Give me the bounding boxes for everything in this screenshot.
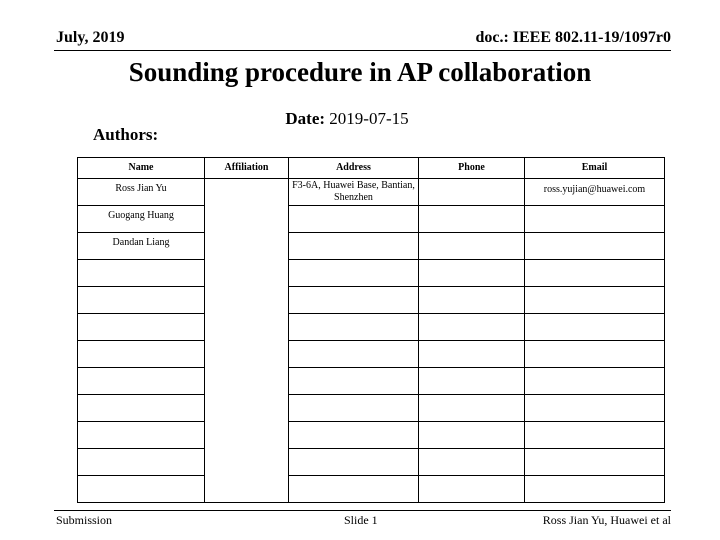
- table-row: [78, 449, 665, 476]
- cell-phone: [419, 179, 525, 206]
- cell-name: [78, 314, 205, 341]
- column-header-address: Address: [289, 158, 419, 179]
- cell-email: [525, 422, 665, 449]
- cell-phone: [419, 233, 525, 260]
- cell-address: [289, 260, 419, 287]
- cell-phone: [419, 341, 525, 368]
- cell-name: Guogang Huang: [78, 206, 205, 233]
- table-row: [78, 314, 665, 341]
- cell-name: [78, 449, 205, 476]
- cell-name: [78, 422, 205, 449]
- cell-email: [525, 395, 665, 422]
- cell-email: [525, 341, 665, 368]
- slide-title: Sounding procedure in AP collaboration: [128, 57, 592, 87]
- table-header-row: [78, 158, 665, 179]
- cell-name: Dandan Liang: [78, 233, 205, 260]
- cell-phone: [419, 314, 525, 341]
- column-header-email: Email: [525, 158, 665, 179]
- footer-slide-number: Slide 1: [344, 513, 378, 527]
- cell-address: [289, 341, 419, 368]
- table-row: [78, 341, 665, 368]
- cell-name: [78, 341, 205, 368]
- cell-email: [525, 314, 665, 341]
- column-header-phone: Phone: [419, 158, 525, 179]
- cell-name: [78, 368, 205, 395]
- cell-name: [78, 260, 205, 287]
- cell-address: F3-6A, Huawei Base, Bantian, Shenzhen: [289, 179, 419, 206]
- table-row: [78, 476, 665, 503]
- cell-phone: [419, 260, 525, 287]
- footer-divider: [54, 510, 671, 511]
- cell-name: [78, 476, 205, 503]
- footer-submission: Submission: [56, 513, 113, 527]
- cell-name: [78, 287, 205, 314]
- cell-address: [289, 206, 419, 233]
- date-value: 2019-07-15: [329, 109, 409, 128]
- table-row: [78, 233, 665, 260]
- cell-email: [525, 449, 665, 476]
- cell-phone: [419, 449, 525, 476]
- cell-email: [525, 233, 665, 260]
- cell-phone: [419, 476, 525, 503]
- authors-label: Authors:: [93, 125, 159, 144]
- cell-phone: [419, 368, 525, 395]
- cell-phone: [419, 395, 525, 422]
- table-row: [78, 179, 665, 206]
- cell-email: [525, 260, 665, 287]
- table-row: [78, 287, 665, 314]
- cell-affiliation: [205, 179, 289, 503]
- footer-author: Ross Jian Yu, Huawei et al: [542, 513, 671, 527]
- cell-email: [525, 206, 665, 233]
- table-row: [78, 260, 665, 287]
- cell-address: [289, 422, 419, 449]
- cell-address: [289, 395, 419, 422]
- column-header-name: Name: [78, 158, 205, 179]
- cell-email: [525, 368, 665, 395]
- header-divider: [54, 50, 671, 51]
- cell-address: [289, 476, 419, 503]
- date-label: Date:: [285, 109, 326, 128]
- cell-email: ross.yujian@huawei.com: [525, 179, 665, 206]
- cell-address: [289, 314, 419, 341]
- table-row: [78, 368, 665, 395]
- cell-name: [78, 395, 205, 422]
- cell-address: [289, 449, 419, 476]
- cell-address: [289, 233, 419, 260]
- authors-table: [77, 157, 665, 503]
- cell-phone: [419, 287, 525, 314]
- header-doc-id: doc.: IEEE 802.11-19/1097r0: [475, 29, 671, 46]
- cell-name: Ross Jian Yu: [78, 179, 205, 206]
- header-date: July, 2019: [56, 29, 125, 46]
- table-row: [78, 206, 665, 233]
- cell-phone: [419, 422, 525, 449]
- column-header-affiliation: Affiliation: [205, 158, 289, 179]
- cell-email: [525, 287, 665, 314]
- cell-address: [289, 368, 419, 395]
- cell-address: [289, 287, 419, 314]
- cell-email: [525, 476, 665, 503]
- table-row: [78, 422, 665, 449]
- cell-phone: [419, 206, 525, 233]
- table-row: [78, 395, 665, 422]
